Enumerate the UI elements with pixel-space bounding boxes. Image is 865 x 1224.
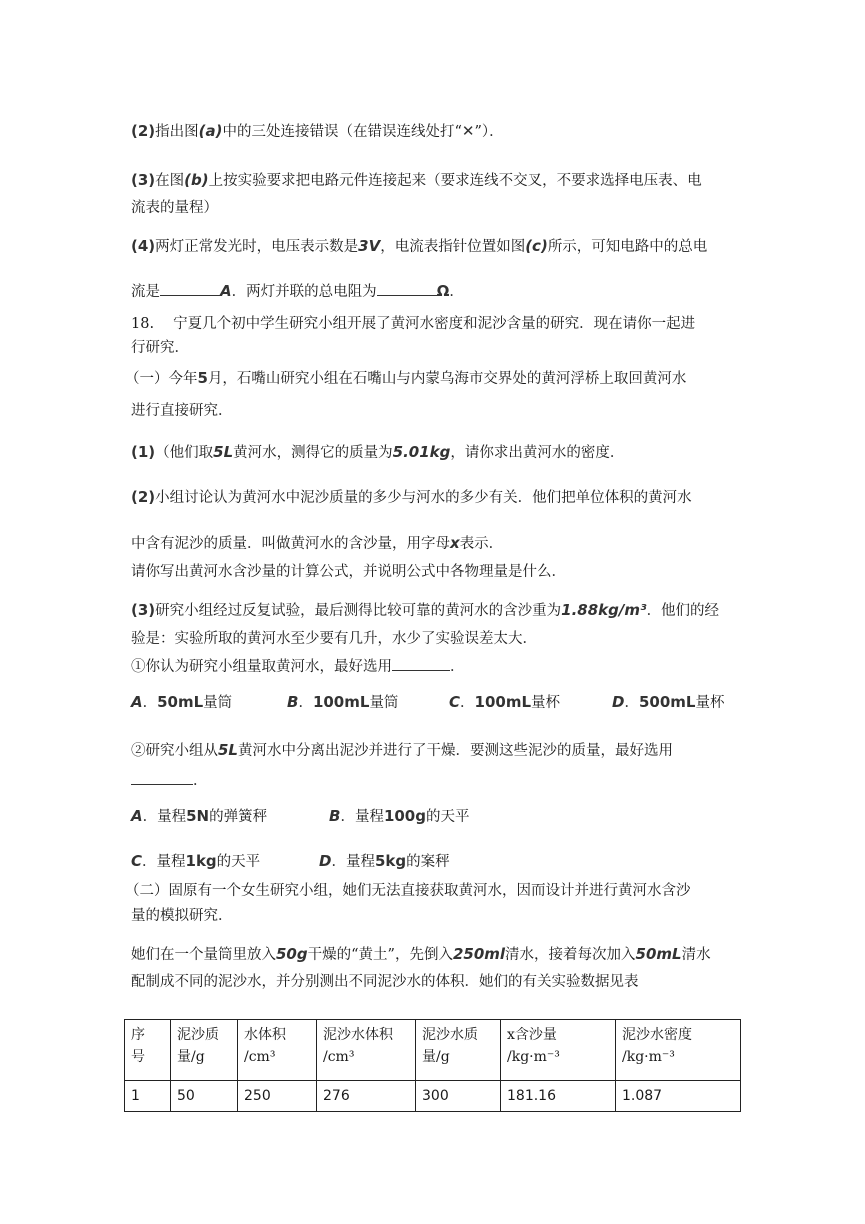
answer-blank	[377, 281, 437, 296]
q18-part2: （二）固原有一个女生研究小组，她们无法直接获取黄河水，因而设计并进行黄河水含沙	[125, 883, 691, 899]
q17-part2: (2)指出图(a)中的三处连接错误（在错误连线处打“✕”）．	[131, 122, 504, 140]
table-cell: 50	[171, 1081, 238, 1112]
option-b2: B．量程100g的天平	[329, 807, 470, 825]
option-a1: A．50mL量筒	[131, 693, 233, 711]
q18-sub3-question2: ②研究小组从5L黄河水中分离出泥沙并进行了干燥．要测这些泥沙的质量，最好选用	[131, 741, 673, 759]
table-cell: 1.087	[616, 1081, 741, 1112]
q18-sub3: (3)研究小组经过反复试验，最后测得比较可靠的黄河水的含沙重为1.88kg/m³．他们的经	[131, 601, 720, 619]
q18-sub2: (2)小组讨论认为黄河水中泥沙质量的多少与河水的多少有关．他们把单位体积的黄河水	[131, 488, 692, 506]
q18-part1: （一）今年5月，石嘴山研究小组在石嘴山与内蒙乌海市交界处的黄河浮桥上取回黄河水	[125, 369, 687, 387]
q18-part2-desc-line2: 配制成不同的泥沙水，并分别测出不同泥沙水的体积．她们的有关实验数据见表	[131, 974, 639, 990]
q17-part3: (3)在图(b)上按实验要求把电路元件连接起来（要求连线不交叉，不要求选择电压表、电	[131, 171, 702, 189]
table-header-cell: 水体积 /cm³	[238, 1020, 317, 1081]
q17-part4-line2: 流是 A．两灯并联的总电阻为 Ω．	[131, 282, 464, 300]
table-header-cell: 泥沙质 量/g	[171, 1020, 238, 1081]
q18-part2-line2: 量的模拟研究．	[131, 908, 233, 924]
table-header-cell: 泥沙水体积 /cm³	[317, 1020, 416, 1081]
q18-sub2-line3: 请你写出黄河水含沙量的计算公式，并说明公式中各物理量是什么．	[131, 564, 566, 580]
table-cell: 300	[416, 1081, 501, 1112]
table-cell: 1	[125, 1081, 171, 1112]
table-row	[125, 1081, 741, 1112]
table-header-cell: x含沙量 /kg·m⁻³	[501, 1020, 616, 1081]
q18-intro: 18. 宁夏几个初中学生研究小组开展了黄河水密度和泥沙含量的研究．现在请你一起进	[131, 316, 696, 332]
option-a2: A．量程5N的弹簧秤	[131, 807, 268, 825]
q17-part3-line2: 流表的量程）	[131, 200, 218, 216]
option-c2: C．量程1kg的天平	[131, 852, 261, 870]
option-d2: D．量程5kg的案秤	[319, 852, 450, 870]
table-cell: 181.16	[501, 1081, 616, 1112]
q18-sub1: (1)（他们取5L黄河水，测得它的质量为5.01kg，请你求出黄河水的密度．	[131, 443, 625, 461]
option-d1: D．500mL量杯	[612, 693, 725, 711]
q18-sub3-question1: ①你认为研究小组量取黄河水，最好选用 ．	[131, 656, 465, 677]
table-header-cell: 泥沙水密度 /kg·m⁻³	[616, 1020, 741, 1081]
q17-part4: (4)两灯正常发光时，电压表示数是3V，电流表指针位置如图(c)所示，可知电路中的总电	[131, 237, 708, 255]
table-cell: 276	[317, 1081, 416, 1112]
table-header-cell: 泥沙水质 量/g	[416, 1020, 501, 1081]
q18-sub3-question2-line2: ．	[131, 770, 208, 791]
table-header-row	[125, 1020, 741, 1081]
q18-intro-line2: 行研究．	[131, 340, 189, 356]
q18-part1-line2: 进行直接研究．	[131, 403, 233, 419]
table-cell: 250	[238, 1081, 317, 1112]
answer-blank	[131, 770, 193, 785]
option-b1: B．100mL量筒	[287, 693, 399, 711]
q18-sub3-line2: 验是：实验所取的黄河水至少要有几升，水少了实验误差太大．	[131, 631, 537, 647]
table-header-cell: 序 号	[125, 1020, 171, 1081]
answer-blank	[392, 656, 450, 671]
data-table	[124, 1019, 741, 1112]
q18-part2-desc: 她们在一个量筒里放入50g干燥的“黄土”，先倒入250ml清水，接着每次加入50mL清水	[131, 945, 711, 963]
option-c1: C．100mL量杯	[449, 693, 561, 711]
q18-sub2-line2: 中含有泥沙的质量．叫做黄河水的含沙量，用字母x表示．	[131, 534, 504, 552]
answer-blank	[160, 281, 220, 296]
